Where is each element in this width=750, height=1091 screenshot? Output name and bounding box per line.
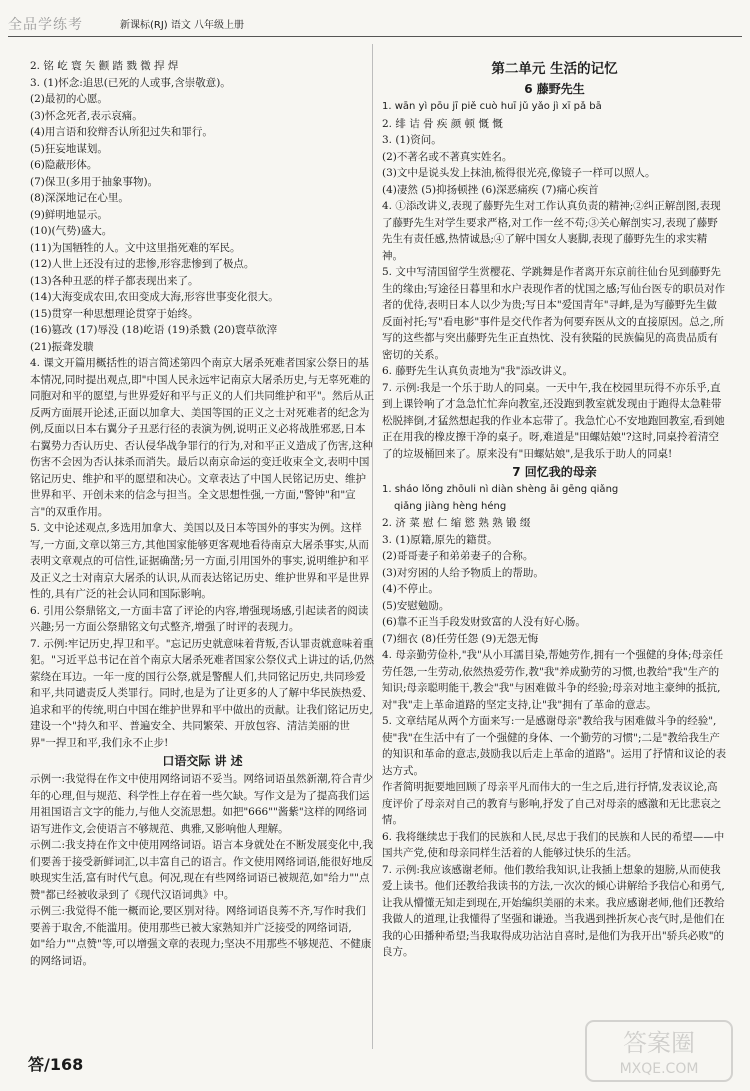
oral-communication-title: 口语交际 讲 述: [162, 754, 243, 768]
answer-line: 7. 示例:我应该感谢老师。他们教给我知识,让我插上想象的翅膀,从而使我爱上读书。他们还教给我读书的方法,一次次的倾心讲解给予我信心和勇气,让我从懵懂无知走到现在,开始编织美丽的未来。我应感谢老师,他们还教给我做人的道理,让我懂得了坚强和谦逊。当我遇到挫折灰心丧气时,是他们在我的心田播种希望;当我取得成功沾沾自喜时,是他们为我开出"骄兵必败"的良方。: [382, 863, 725, 958]
answer-line: 示例二:我支持在作文中使用网络词语。语言本身就处在不断发展变化中,我们要善于接受新鲜词汇,以丰富自己的语言。作文使用网络词语,能很好地反映现实生活,富有时代气息。何况,现在有些网络词语已被规范,如"给力""点赞"都已经被收录到了《现代汉语词典》中。: [30, 839, 373, 901]
answer-line: (8)深深地记在心里。: [30, 192, 129, 204]
answer-line: (12)人世上还没有过的悲惨,形容悲惨到了极点。: [30, 258, 255, 270]
answer-line: 3. (1)怀念:追思(已死的人或事,含崇敬意)。: [30, 76, 231, 89]
header-rule: [8, 36, 742, 37]
answer-line: (21)振聋发聩: [30, 340, 94, 353]
page-header: [8, 12, 742, 38]
header-meta: 新课标(RJ) 语文 八年级上册: [120, 20, 245, 31]
lesson7-pinyin-line1: 1. sháo lǒng zhōuli nì diàn shèng āi gēng qiǎng: [382, 484, 619, 495]
answer-line: (11)为国牺牲的人。文中这里指死难的军民。: [30, 241, 241, 254]
answer-line: (3)文中是说头发上抹油,梳得很光亮,像镜子一样可以照人。: [382, 167, 656, 179]
answer-line: (3)对穷困的人给予物质上的帮助。: [382, 566, 544, 579]
answer-line: (6)隐蔽形体。: [30, 159, 98, 171]
answer-line: (5)狂妄地谋划。: [30, 142, 108, 155]
answer-line: (14)大海变成农田,农田变成大海,形容世事变化很大。: [30, 291, 279, 303]
answer-line: 6. 藤野先生认真负责地为"我"添改讲义。: [382, 365, 574, 377]
page-number: 答/168: [28, 1055, 84, 1074]
answer-line: 2. 济 菜 慰 仁 缩 慾 熟 熟 锻 缀: [382, 517, 531, 529]
answer-list-lesson5: [30, 58, 375, 751]
unit-title: 第二单元 生活的记忆: [491, 61, 618, 77]
answer-line: 2. 铭 屹 寰 矢 颧 踏 戮 微 捍 焊: [30, 60, 179, 72]
answer-line: 3. (1)原籍,原先的籍贯。: [382, 533, 498, 546]
answer-line: 作者简明扼要地回顾了母亲平凡而伟大的一生之后,进行抒情,发表议论,高度评价了母亲对自己的教育与影响,抒发了自己对母亲的感激和无比悲哀之情。: [382, 781, 722, 826]
answer-line: 6. 我将继续忠于我们的民族和人民,尽忠于我们的民族和人民的希望——中国共产党,使和母亲同样生活着的人能够过快乐的生活。: [382, 830, 725, 859]
answer-line: (15)贯穿一种思想理论贯穿于始终。: [30, 307, 199, 320]
answer-line: (4)凄然 (5)抑扬顿挫 (6)深恶痛疾 (7)痛心疾首: [382, 183, 599, 196]
answer-line: (7)细衣 (8)任劳任怨 (9)无怨无悔: [382, 632, 539, 645]
answer-line: 4. 母亲勤劳俭朴,"我"从小耳濡目染,帮她劳作,拥有一个强健的身体;母亲任劳任怨,一生劳动,依然热爱劳作,教"我"养成勤劳的习惯,也教给"我"生产的知识;母亲聪明能干,教会"我"与困难做斗争的经验;母亲对地主豪绅的抵抗,对"我"走上革命道路的坚定支持,让"我"拥有了革命的意志。: [382, 649, 724, 711]
answer-line: 5. 文中论述观点,多选用加拿大、美国以及日本等国外的事实为例。这样写,一方面,文章以第三方,其他国家能够更客观地看待南京大屠杀事实,从而表明文章观点的可信性,证据确凿;另一方面,引用国外的事实,说明维护和平及正义之士对南京大屠杀的认识,从而表达铭记历史、维护世界和平是世界性的,具有广泛的社会认同和国际影响。: [30, 522, 370, 600]
answer-line: 示例三:我觉得不能一概而论,要区别对待。网络词语良莠不齐,写作时我们要善于取舍,不能滥用。使用那些已被大家熟知并广泛接受的网络词语,如"给力""点赞"等,可以增强文章的表现力;坚决不用那些不够规范、不健康的网络词语。: [30, 905, 372, 967]
right-column: [382, 58, 727, 961]
answer-line: 3. (1)资问。: [382, 134, 442, 146]
answer-line: (2)哥哥妻子和弟弟妻子的合称。: [382, 550, 534, 562]
answer-line: (4)用言语和狡辩否认所犯过失和罪行。: [30, 126, 213, 138]
answer-line: 5. 文中写清国留学生赏樱花、学跳舞是作者离开东京前往仙台见到藤野先生的缘由;写途径日暮里和水户表现作者的忧国之感;写仙台医专的职员对作者的优待,表明日本人以少为贵;写日本"爱国青年"寻衅,是为写藤野先生做反面衬托;写"看电影"事件是交代作者为何要弃医从文的直接原因。总之,所写的这些都与突出藤野先生正直热忱、没有狭隘的民族偏见的高贵品质有密切的关系。: [382, 266, 726, 361]
answer-line: 7. 示例:牢记历史,捍卫和平。"忘记历史就意味着背叛,否认罪责就意味着重犯。"习近平总书记在首个南京大屠杀死难者国家公祭仪式上讲过的话,仍然萦绕在耳边。一年一度的国行公祭,就是警醒人们,共同铭记历史,共同珍爱和平,共同谴责反人类罪行。同时,也是为了让更多的人了解中华民族热爱、追求和平的传统,明白中国在维护世界和平中做出的贡献。让我们铭记历史,建设一个"持久和平、普遍安全、共同繁荣、开放包容、清洁美丽的世界"一捍卫和平,我们永不止步!: [30, 637, 375, 749]
answer-line: (9)鲜明地显示。: [30, 208, 108, 221]
answer-line: (5)安慰勉励。: [382, 599, 450, 612]
brand-logo: 全品学练考: [8, 17, 83, 33]
answer-line: (2)不著名或不著真实姓名。: [382, 150, 513, 163]
answer-line: 2. 绯 诘 骨 疾 颜 顿 慨 慨: [382, 117, 503, 130]
watermark-line2: MXQE.COM: [619, 1061, 699, 1077]
watermark-line1: 答案圈: [623, 1029, 695, 1057]
answer-line: (13)各种丑恶的样子都表现出来了。: [30, 274, 199, 287]
lesson7-title: 7 回忆我的母亲: [512, 465, 597, 479]
answer-line: 示例一:我觉得在作文中使用网络词语不妥当。网络词语虽然新潮,符合青少年的心理,但与规范、科学性上存在着一些欠缺。写作文是为了提高我们运用祖国语言文字的能力,与他人交流思想。如把"666""酱紫"这样的网络词语写进作文,会使语言不够规范、典雅,又影响他人理解。: [30, 773, 373, 835]
answer-line: 4. ①添改讲义,表现了藤野先生对工作认真负责的精神;②纠正解剖图,表现了藤野先生对学生要求严格,对工作一丝不苟;③关心解剖实习,表现了藤野先生有责任感,热情诚恳;④了解中国女人裹脚,表现了藤野先生的求实精神。: [382, 200, 721, 262]
lesson6-pinyin: 1. wān yì pōu jī piě cuò huī jǔ yǎo jì xī pǎ bā: [382, 101, 602, 112]
answer-line: 4. 课文开篇用概括性的语言简述第四个南京大屠杀死难者国家公祭日的基本情况,同时提出观点,即"中国人民永远牢记南京大屠杀历史,与无辜死难的同胞对和平的愿望,与世界爱好和平与正义的人们共同维护和平"。然后从正反两方面展开论述,正面以加拿大、美国等国的正义之士对死难者的纪念为例,反面以日本右翼分子丑恶行径的表演为例,说明正义必将战胜邪恶,日本右翼势力否认历史、否认侵华战争罪行的行为,对和平正义造成了伤害,这种伤害不会因为否认抹杀而消失。最后以南京命运的变迁收束全文,表明中国铭记历史、维护和平的愿望和决心。文章表达了中国人民铭记历史、维护世界和平、开创未来的信念与担当。全文思想性强,一方面,"警钟"和"宣言"的双重作用。: [30, 357, 375, 518]
answer-list-lesson6: [382, 116, 727, 463]
answer-line: (10)(气势)盛大。: [30, 225, 113, 237]
answer-list-lesson7: [382, 515, 727, 961]
answer-line: (6)靠不正当手段发财致富的人没有好心肠。: [382, 616, 586, 628]
watermark-logo: [584, 1019, 734, 1083]
answer-line: (16)篡改 (17)辱没 (18)屹语 (19)杀戮 (20)寰草欲滓: [30, 324, 278, 336]
answer-line: (2)最初的心愿。: [30, 93, 108, 105]
answer-line: 7. 示例:我是一个乐于助人的同桌。一天中午,我在校园里玩得不亦乐乎,直到上课铃响了才急急忙忙奔向教室,还没跑到教室就发现由于跑得太急鞋带松脱摔倒,才猛然想起我的作业本忘带了。我急忙心不安地跑回教室,看到她正在用我的橡皮擦干净的桌子。呀,难道是"田螺姑娘"?这时,同桌拎着清空了的垃圾桶回来了。原来没有"田螺姑娘",是我乐于助人的同桌!: [382, 381, 725, 460]
answer-line: (3)怀念死者,表示哀痛。: [30, 109, 143, 122]
answer-line: (7)保卫(多用于抽象事物)。: [30, 175, 159, 188]
answer-line: 6. 引用公祭鼎铭文,一方面丰富了评论的内容,增强现场感,引起读者的阅读兴趣;另一方面公祭鼎铭文句式整齐,增强了时评的表现力。: [30, 604, 369, 633]
answer-line: 5. 文章结尾从两个方面来写:一是感谢母亲"教给我与困难做斗争的经验",使"我"在生活中有了一个强健的身体、一个勤劳的习惯";二是"教给我生产的知识和革命的意志,鼓励我以后走上革命的道路"。运用了抒情和议论的表达方式。: [382, 715, 727, 777]
oral-communication-answers: [30, 771, 375, 969]
left-column: [30, 58, 375, 969]
lesson7-pinyin-line2: qiǎng jiàng hèng héng: [394, 500, 507, 512]
lesson6-title: 6 藤野先生: [524, 82, 585, 96]
answer-line: (4)不停止。: [382, 583, 439, 595]
